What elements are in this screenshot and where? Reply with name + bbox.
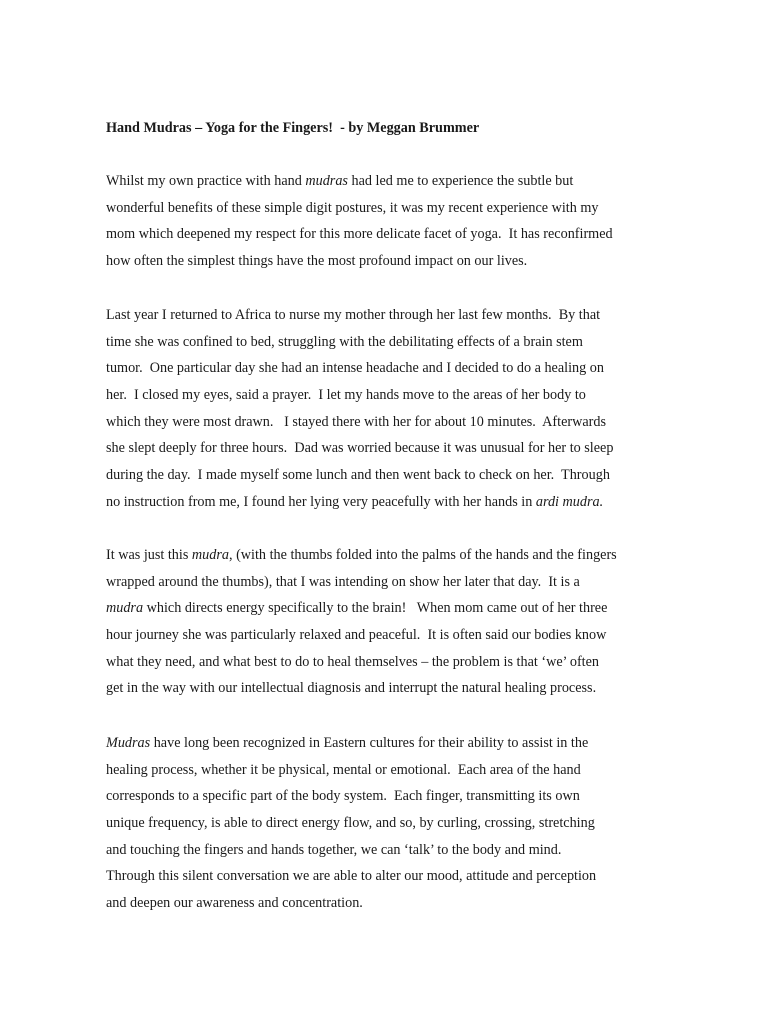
text-run: , (with the thumbs folded into the palms of the hands and the fingers [228,547,617,563]
text-line [106,542,617,569]
text-run: during the day. I made myself some lunch and then went back to check on her. Through [106,467,610,484]
text-line [106,730,596,757]
text-line [106,810,596,837]
text-line [106,168,613,195]
italic-text-run: mudras [305,173,348,189]
text-run: mom which deepened my respect for this more delicate facet of yoga. It has reconfirmed [106,226,613,243]
text-line [106,863,596,890]
text-line [106,329,613,356]
text-line [106,382,613,409]
text-run: get in the way with our intellectual diagnosis and interrupt the natural healing process. [106,680,597,697]
text-line [106,462,613,489]
text-run: and touching the fingers and hands together, we can ‘talk’ to the body and mind. [106,841,562,858]
text-line [106,675,617,702]
text-run: had led me to experience the subtle but [347,173,574,189]
text-run: what they need, and what best to do to heal themselves – the problem is that ‘we’ often [106,653,600,670]
document-title: Hand Mudras – Yoga for the Fingers! - by Meggan Brummer [106,120,480,136]
text-run: Last year I returned to Africa to nurse my mother through her last few months. By that [106,307,601,323]
text-line [106,409,613,436]
text-run: Whilst my own practice with hand [106,173,306,189]
text-run: tumor. One particular day she had an intense headache and I decided to do a healing on [106,360,604,377]
italic-text-run: mudra [191,547,229,563]
text-line [106,649,617,676]
italic-text-run: mudra [106,600,144,617]
text-run: healing process, whether it be physical, mental or emotional. Each area of the hand [106,761,581,778]
text-line [106,890,596,917]
text-run: wonderful benefits of these simple digit postures, it was my recent experience with my [106,199,599,216]
text-run: her. I closed my eyes, said a prayer. I let my hands move to the areas of her body to [106,387,586,404]
text-run: have long been recognized in Eastern cultures for their ability to assist in the [150,735,589,751]
text-line [106,435,613,462]
text-run: and deepen our awareness and concentration. [106,895,363,912]
text-run: corresponds to a specific part of the body system. Each finger, transmitting its own [106,788,580,805]
paragraph-2 [106,302,613,516]
text-run: no instruction from me, I found her lying very peacefully with her hands in [106,493,536,510]
text-run: she slept deeply for three hours. Dad was worried because it was unusual for her to sleep [106,440,614,457]
text-line [106,195,613,222]
text-run: which directs energy specifically to the brain! When mom came out of her three [143,600,608,617]
text-line [106,221,613,248]
paragraph-4 [106,730,596,917]
text-line [106,302,613,329]
text-line [106,757,596,784]
text-run: which they were most drawn. I stayed there with her for about 10 minutes. Afterwards [106,413,606,430]
text-line [106,837,596,864]
text-run: Through this silent conversation we are able to alter our mood, attitude and perception [106,868,597,885]
text-line [106,355,613,382]
italic-text-run: ardi mudra. [535,493,604,510]
paragraph-3 [106,542,617,702]
text-run: It was just this [106,547,192,563]
text-line [106,622,617,649]
text-run: hour journey she was particularly relaxed and peaceful. It is often said our bodies know [106,627,607,644]
text-run: unique frequency, is able to direct energy flow, and so, by curling, crossing, stretching [106,815,595,832]
paragraph-1 [106,168,613,275]
text-run: time she was confined to bed, struggling with the debilitating effects of a brain stem [106,333,583,350]
text-line [106,569,617,596]
text-line [106,248,613,275]
italic-text-run: Mudras [106,735,151,751]
text-run: how often the simplest things have the most profound impact on our lives. [106,253,528,270]
text-line [106,783,596,810]
text-run: wrapped around the thumbs), that I was intending on show her later that day. It is a [106,573,580,590]
text-line [106,595,617,622]
text-line [106,489,613,516]
